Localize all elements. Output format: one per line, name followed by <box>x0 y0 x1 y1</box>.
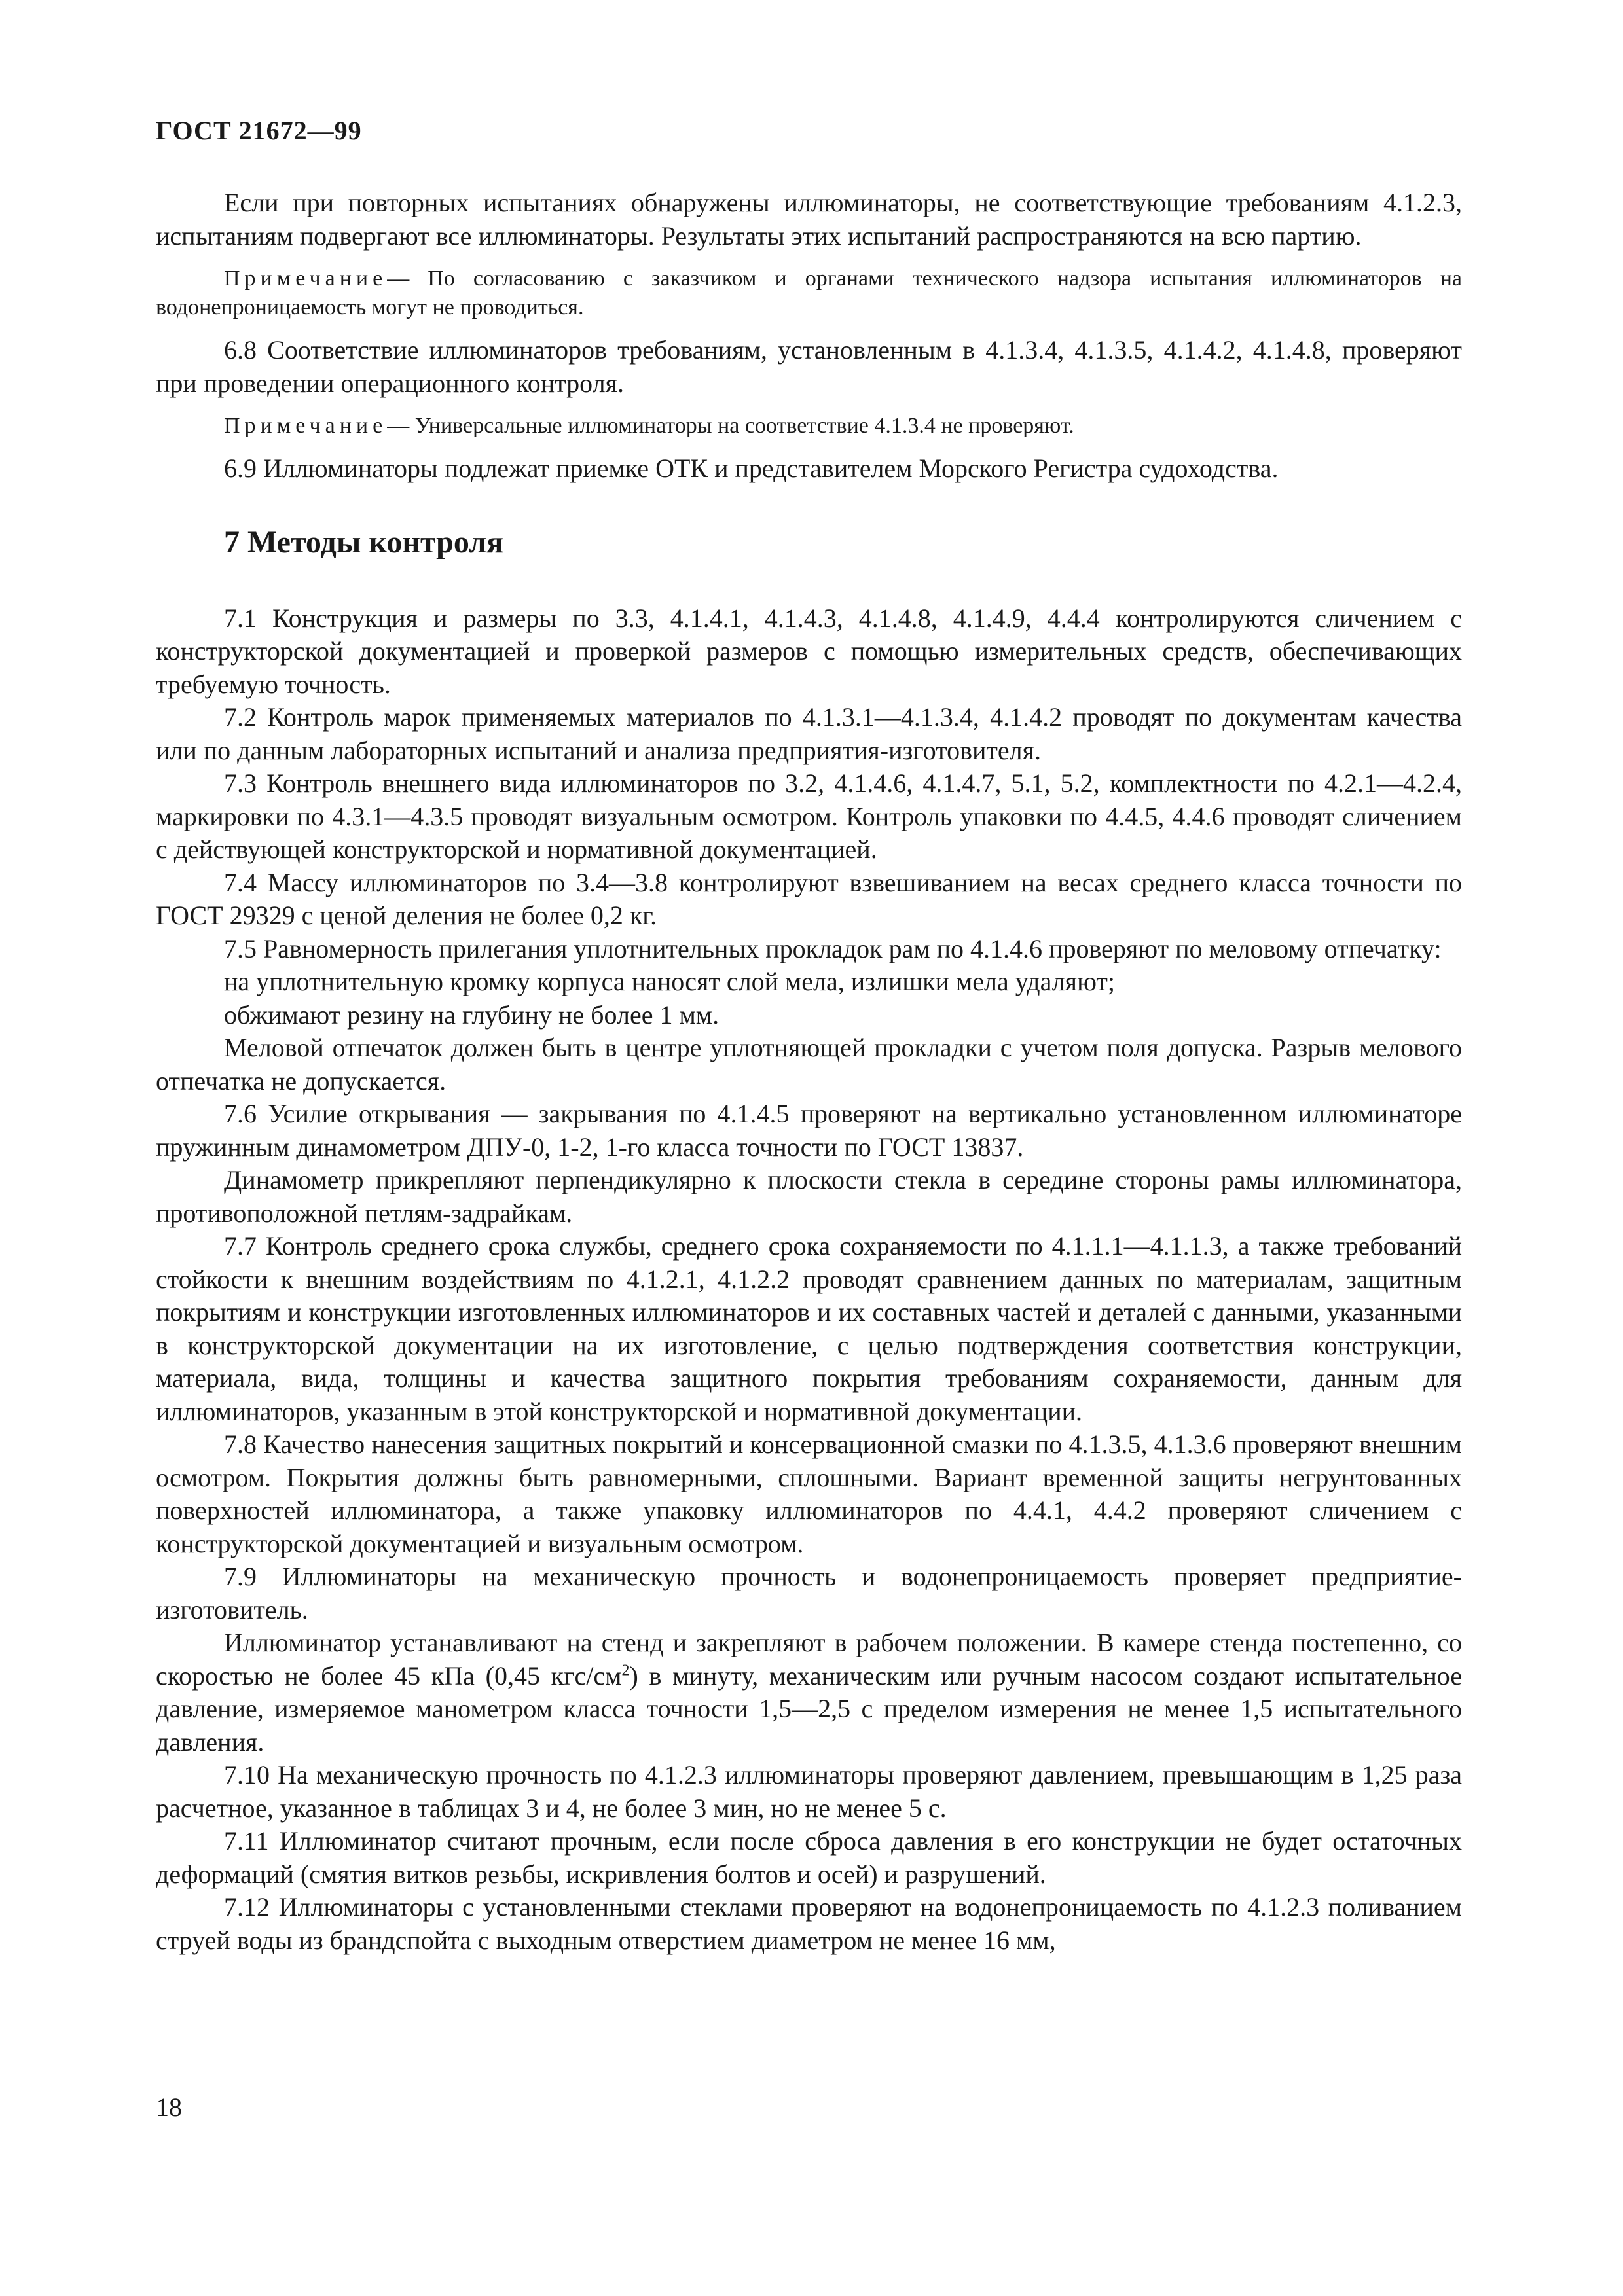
note <box>156 412 1462 440</box>
note <box>156 264 1462 322</box>
paragraph: 7.10 На механическую прочность по 4.1.2.3 иллюминаторы проверяют давлением, превышающим в 1,25 раза расчетное, указанное в таблицах 3 и 4, не более 3 мин, но не менее 5 с. <box>156 1760 1462 1823</box>
paragraph: 7.3 Контроль внешнего вида иллюминаторов по 3.2, 4.1.4.6, 4.1.4.7, 5.1, 5.2, комплектности по 4.2.1—4.2.4, маркировки по 4.3.1—4.3.5 проводят визуальным осмотром. Контроль упаковки по 4.4.5, 4.4.6 проводят сличением с действующей конструкторской и нормативной документацией. <box>156 768 1462 864</box>
paragraph: 7.1 Конструкция и размеры по 3.3, 4.1.4.1, 4.1.4.3, 4.1.4.8, 4.1.4.9, 4.4.4 контролируются сличением с конструкторской документацией и проверкой размеров с помощью измерительных средств, обеспечивающих требуемую точность. <box>156 603 1462 699</box>
paragraph: 7.8 Качество нанесения защитных покрытий и консервационной смазки по 4.1.3.5, 4.1.3.6 проверяют внешним осмотром. Покрытия должны быть равномерными, сплошными. Вариант временной защиты негрунтованных поверхностей иллюминатора, а также упаковку иллюминаторов по 4.4.1, 4.4.2 проверяют сличением с конструкторской документацией и визуальным осмотром. <box>156 1429 1462 1558</box>
paragraph: на уплотнительную кромку корпуса наносят слой мела, излишки мела удаляют; <box>224 967 1116 996</box>
paragraph-text: Иллюминатор устанавливают на стенд и закрепляют в рабочем положении. В камере стенда постепенно, со скоростью не более 45 кПа (0,45 кгс/см <box>156 1628 1462 1691</box>
note-label: Примечание <box>224 266 388 291</box>
document-header: ГОСТ 21672—99 <box>156 116 362 145</box>
paragraph-text: ) в минуту, механическим или ручным насосом создают испытательное давление, измеряемое манометром класса точности 1,5—2,5 с пределом измерения не менее 1,5 испытательного давления. <box>156 1660 1462 1757</box>
section-heading: 7 Методы контроля <box>224 524 504 560</box>
note-text: — По согласованию с заказчиком и органами технического надзора испытания иллюминаторов на водонепроницаемость могут не проводиться. <box>156 266 1462 319</box>
note-text: — Универсальные иллюминаторы на соответствие 4.1.3.4 не проверяют. <box>387 414 1074 438</box>
superscript: 2 <box>621 1662 630 1679</box>
paragraph: Меловой отпечаток должен быть в центре уплотняющей прокладки с учетом поля допуска. Разрыв мелового отпечатка не допускается. <box>156 1033 1462 1096</box>
paragraph: Если при повторных испытаниях обнаружены иллюминаторы, не соответствующие требованиям 4.1.2.3, испытаниям подвергают все иллюминаторы. Результаты этих испытаний распространяются на всю партию. <box>156 188 1462 251</box>
paragraph: 7.6 Усилие открывания — закрывания по 4.1.4.5 проверяют на вертикально установленном иллюминаторе пружинным динамометром ДПУ-0, 1-2, 1-го класса точности по ГОСТ 13837. <box>156 1099 1462 1162</box>
paragraph: 6.9 Иллюминаторы подлежат приемке ОТК и представителем Морского Регистра судоходства. <box>224 454 1279 483</box>
note-label: Примечание <box>224 414 388 438</box>
paragraph: 6.8 Соответствие иллюминаторов требованиям, установленным в 4.1.3.4, 4.1.3.5, 4.1.4.2, 4.1.4.8, проверяют при проведении операционного контроля. <box>156 335 1462 398</box>
paragraph: Динамометр прикрепляют перпендикулярно к плоскости стекла в середине стороны рамы иллюминатора, противоположной петлям-задрайкам. <box>156 1165 1462 1228</box>
paragraph: 7.4 Массу иллюминаторов по 3.4—3.8 контролируют взвешиванием на весах среднего класса точности по ГОСТ 29329 с ценой деления не более 0,2 кг. <box>156 867 1462 930</box>
paragraph: 7.5 Равномерность прилегания уплотнительных прокладок рам по 4.1.4.6 проверяют по меловому отпечатку: <box>224 933 1442 963</box>
document-body <box>156 187 1462 1957</box>
paragraph: 7.9 Иллюминаторы на механическую прочность и водонепроницаемость проверяет предприятие-изготовитель. <box>156 1562 1462 1624</box>
paragraph: 7.11 Иллюминатор считают прочным, если после сброса давления в его конструкции не будет остаточных деформаций (смятия витков резьбы, искривления болтов и осей) и разрушений. <box>156 1826 1462 1889</box>
paragraph: 7.7 Контроль среднего срока службы, среднего срока сохраняемости по 4.1.1.1—4.1.1.3, а также требований стойкости к внешним воздействиям по 4.1.2.1, 4.1.2.2 проводят сравнением данных по материалам, защитным покрытиям и конструкции изготовленных иллюминаторов и их составных частей и деталей с данными, указанными в конструкторской документации на их изготовление, с целью подтверждения соответствия конструкции, материала, вида, толщины и качества защитного покрытия требованиям сохраняемости, данным для иллюминаторов, указанным в этой конструкторской и нормативной документации. <box>156 1231 1462 1426</box>
page-number: 18 <box>156 2092 182 2122</box>
paragraph: обжимают резину на глубину не более 1 мм. <box>224 999 720 1030</box>
paragraph <box>156 1626 1462 1759</box>
paragraph: 7.2 Контроль марок применяемых материалов по 4.1.3.1—4.1.3.4, 4.1.4.2 проводят по документам качества или по данным лабораторных испытаний и анализа предприятия-изготовителя. <box>156 702 1462 765</box>
paragraph: 7.12 Иллюминаторы с установленными стеклами проверяют на водонепроницаемость по 4.1.2.3 поливанием струей воды из брандспойта с выходным отверстием диаметром не менее 16 мм, <box>156 1892 1462 1955</box>
